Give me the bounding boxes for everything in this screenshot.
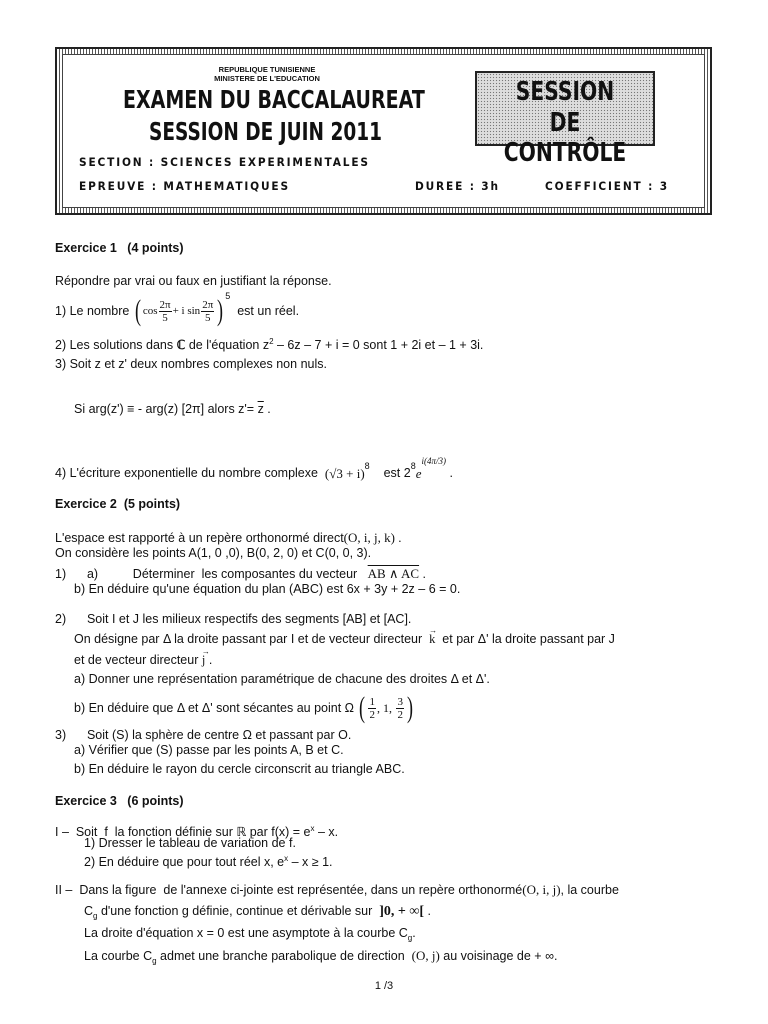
ex2-l3-vector: AB ∧ AC xyxy=(367,566,420,581)
ex3-title: Exercice 3 xyxy=(55,794,117,808)
ex2-l9-den1: 2 xyxy=(369,708,375,721)
section-label: SECTION : SCIENCES EXPERIMENTALES xyxy=(79,155,370,169)
ex2-l10: 3) Soit (S) la sphère de centre Ω et passant par O. xyxy=(55,728,352,742)
ex3-l3-text: 2) En déduire que pour tout réel x, e xyxy=(84,855,285,870)
ex1-intro: Répondre par vrai ou faux en justifiant la réponse. xyxy=(55,274,332,288)
ex1-q1-den2: 5 xyxy=(204,311,211,324)
ex3-l5-text: d'une fonction g définie, continue et dérivable sur xyxy=(97,904,373,918)
ex3-l6-text: La droite d'équation x = 0 est une asymptote à la courbe C xyxy=(84,926,408,940)
ex3-l7-frame: (O, j) xyxy=(411,948,440,963)
ex3-l4-text: II – Dans la figure de l'annexe ci-jointe est représentée, dans un repère orthonormé xyxy=(55,883,523,897)
ex1-q1-exponent: 5 xyxy=(225,291,231,301)
ex2-l3-end: . xyxy=(419,567,427,581)
ex2-l9: b) En déduire que Δ et Δ' sont sécantes au point Ω ( $\frac{1}{2}$ , 1, $\frac{3}{2}$ ) xyxy=(74,691,413,724)
ex2-l5: 2) Soit I et J les milieux respectifs des segments [AB] et [AC]. xyxy=(55,612,412,626)
ex2-l1-frame: (O, i, j, k) . xyxy=(343,530,402,545)
ex3-l4 xyxy=(55,882,619,898)
exam-header xyxy=(55,47,712,215)
ex3-l3-end: – x ≥ 1. xyxy=(288,855,333,870)
ex3-l7-middle: admet une branche parabolique de direction xyxy=(156,949,405,963)
ex1-q3-zbar: $\overline{z}$ xyxy=(257,402,264,416)
ex1-points: (4 points) xyxy=(127,241,184,255)
ex1-q1: 1) Le nombre ( cos $\frac{2\pi}{5}$ + i sin $\frac{2\pi}{5}$ ) $^5$ est un réel. xyxy=(55,291,300,327)
ex3-l3 xyxy=(84,851,333,870)
ex2-l7-end: . xyxy=(205,653,213,667)
ex2-l7 xyxy=(74,653,212,668)
ex2-l2: On considère les points A(1, 0 ,0), B(0, 2, 0) et C(0, 0, 3). xyxy=(55,546,372,560)
session-date: SESSION DE JUIN 2011 xyxy=(149,117,382,146)
ex2-l3 xyxy=(55,566,426,582)
ex1-q4-e: e xyxy=(415,466,422,481)
ex3-l3-sup: x xyxy=(284,854,289,863)
ex3-l6-sub: g xyxy=(407,933,413,943)
ex1-q4 xyxy=(55,457,453,481)
ex1-q2-eq: de l'équation z xyxy=(188,338,270,353)
ex1-q1-cos: cos xyxy=(142,304,158,317)
ex1-title: Exercice 1 xyxy=(55,241,117,255)
duree-label: DUREE : 3h xyxy=(415,179,500,193)
ex1-q2-start: 2) Les solutions dans xyxy=(55,338,174,353)
ex1-q4-complex: (√3 + i) xyxy=(324,466,365,481)
ex3-l5 xyxy=(84,904,431,924)
ex1-q2-complex-set: ℂ xyxy=(176,338,186,353)
ex3-l6-end: . xyxy=(412,926,416,940)
ex1-q3-cond: Si arg(z') ≡ - arg(z) [2π] alors z'= xyxy=(74,402,258,416)
session-box-line2: DE CONTRÔLE xyxy=(503,108,627,168)
ex3-l1-end: – x. xyxy=(314,825,339,840)
ex1-q2-end: – 6z – 7 + i = 0 sont 1 + 2i et – 1 + 3i. xyxy=(273,338,484,353)
ex1-q2-sup: 2 xyxy=(269,337,274,346)
ex3-l7-text: La courbe C xyxy=(84,949,153,963)
session-box xyxy=(475,71,655,168)
ex2-points: (5 points) xyxy=(123,497,181,511)
ex1-q1-num1: 2π xyxy=(159,298,171,311)
ex3-l5-end: . xyxy=(424,904,431,918)
ex2-l11: a) Vérifier que (S) passe par les points A, B et C. xyxy=(74,743,344,757)
ex2-l6 xyxy=(74,632,615,647)
ex3-l6 xyxy=(84,926,416,946)
ex3-l5-sub: g xyxy=(93,911,98,921)
ex2-l7-text: et de vecteur directeur xyxy=(74,653,199,667)
ex2-l7-j: → j xyxy=(202,653,205,668)
ex2-l1 xyxy=(55,530,401,546)
ex2-l9-text: b) En déduire que Δ et Δ' sont sécantes au point Ω xyxy=(74,700,354,715)
ex3-l4-frame: (O, i, j) xyxy=(522,882,561,897)
ex1-q1-den1: 5 xyxy=(162,311,168,324)
ex2-l9-den2: 2 xyxy=(397,708,403,721)
ex1-q4-end: . xyxy=(449,466,453,480)
ex1-q1-plus: + i sin xyxy=(172,304,201,317)
ex1-q3-statement xyxy=(74,402,271,417)
ex2-l6-text: On désigne par Δ la droite passant par I et de vecteur directeur xyxy=(74,632,423,646)
ex3-l4-end: , la courbe xyxy=(560,883,619,897)
epreuve-label: EPREUVE : MATHEMATIQUES xyxy=(79,179,290,193)
ex2-l9-num2: 3 xyxy=(397,695,403,708)
ex2-l1-text: L'espace est rapporté à un repère orthonormé direct xyxy=(55,531,344,545)
ex2-l6-k: → k xyxy=(429,632,435,647)
ex3-l2: 1) Dresser le tableau de variation de f. xyxy=(84,836,296,850)
ex2-l6-end: et par Δ' la droite passant par J xyxy=(442,632,615,646)
ex1-q4-e-exponent: i(4π/3) xyxy=(421,456,446,466)
ex3-l7-end: au voisinage de + ∞. xyxy=(439,949,558,963)
ex3-points: (6 points) xyxy=(127,794,184,808)
ex1-heading xyxy=(55,241,184,256)
ex2-l9-num1: 1 xyxy=(369,695,375,708)
ex2-l8: a) Donner une représentation paramétrique de chacune des droites Δ et Δ'. xyxy=(74,672,490,686)
ex2-heading xyxy=(55,497,180,512)
ex3-l7-sub: g xyxy=(152,956,157,966)
ex2-l12: b) En déduire le rayon du cercle circonscrit au triangle ABC. xyxy=(74,762,405,776)
session-box-line1: SESSION xyxy=(515,77,615,107)
ex2-title: Exercice 2 xyxy=(55,497,117,511)
ex1-q1-end: est un réel. xyxy=(237,303,300,318)
ex3-l7 xyxy=(84,948,557,969)
ex2-l9-mid: , 1, xyxy=(376,700,392,715)
page-number: 1 /3 xyxy=(374,980,394,992)
ministry-label: MINISTERE DE L'EDUCATION xyxy=(214,74,320,83)
ex3-heading xyxy=(55,794,184,809)
ex2-l3-text: 1) a) Déterminer les composantes du vecteur xyxy=(55,567,358,581)
ex3-l5-interval: ]0, + ∞[ xyxy=(379,904,425,919)
ex1-q4-start: 4) L'écriture exponentielle du nombre complexe xyxy=(55,466,318,480)
ex1-q3: 3) Soit z et z' deux nombres complexes non nuls. xyxy=(55,357,327,371)
ex1-q4-pow8: 8 xyxy=(410,461,416,471)
coefficient-label: COEFFICIENT : 3 xyxy=(545,179,669,193)
ex3-l1-sup: x xyxy=(310,824,315,833)
ex1-q3-end: . xyxy=(263,402,271,416)
exam-title: EXAMEN DU BACCALAUREAT xyxy=(123,85,425,114)
ex3-l5-C: C xyxy=(84,904,94,918)
ex1-q4-exp: 8 xyxy=(364,461,370,471)
ex2-l4: b) En déduire qu'une équation du plan (ABC) est 6x + 3y + 2z – 6 = 0. xyxy=(74,582,461,596)
ex1-q2 xyxy=(55,334,483,353)
ex1-q1-start: 1) Le nombre xyxy=(55,303,130,318)
country-label: REPUBLIQUE TUNISIENNE xyxy=(218,65,316,74)
ex1-q1-num2: 2π xyxy=(202,298,214,311)
ex1-q4-est2: est 2 xyxy=(383,466,411,480)
ex3-l1-text: I – Soit f la fonction définie sur ℝ par f(x) = e xyxy=(55,825,311,840)
